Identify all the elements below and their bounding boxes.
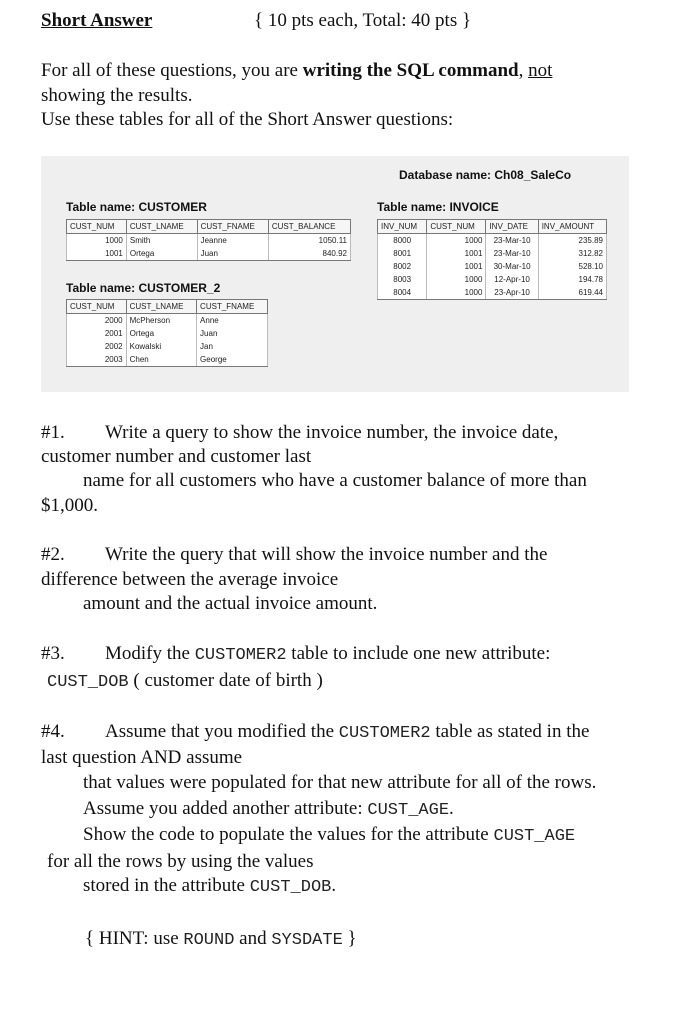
question-1-line-1: Write a query to show the invoice number, the invoice date, bbox=[105, 422, 559, 443]
customer-table bbox=[66, 219, 351, 261]
question-2-line-2: difference between the average invoice bbox=[41, 569, 339, 590]
question-1-number: #1. bbox=[41, 422, 65, 443]
question-4-line-4: Assume you added another attribute: CUST_AGE. bbox=[83, 798, 454, 820]
question-1-line-4: $1,000. bbox=[41, 495, 98, 516]
column-header: INV_DATE bbox=[486, 220, 538, 234]
hint: { HINT: use ROUND and SYSDATE } bbox=[85, 928, 357, 950]
section-title: Short Answer bbox=[41, 10, 153, 31]
table-row: 8003 1000 12-Apr-10 194.78 bbox=[378, 273, 607, 286]
question-3-line-1: Modify the CUSTOMER2 table to include one new attribute: bbox=[105, 643, 551, 665]
column-header: CUST_FNAME bbox=[197, 300, 268, 314]
table-row: 2000 McPherson Anne bbox=[67, 314, 268, 328]
column-header: CUST_NUM bbox=[67, 300, 127, 314]
question-4-line-1: Assume that you modified the CUSTOMER2 table as stated in the bbox=[105, 721, 590, 743]
invoice-table bbox=[377, 219, 607, 300]
question-2-number: #2. bbox=[41, 544, 65, 565]
question-1-line-2: customer number and customer last bbox=[41, 446, 312, 467]
question-3-line-2: CUST_DOB ( customer date of birth ) bbox=[47, 670, 323, 692]
table-row: 2001 Ortega Juan bbox=[67, 327, 268, 340]
column-header: CUST_LNAME bbox=[126, 220, 197, 234]
question-4-line-3: that values were populated for that new attribute for all of the rows. bbox=[83, 772, 597, 793]
column-header: CUST_NUM bbox=[427, 220, 486, 234]
table-row: 8002 1001 30-Mar-10 528.10 bbox=[378, 260, 607, 273]
question-2-line-3: amount and the actual invoice amount. bbox=[83, 593, 378, 614]
question-4-number: #4. bbox=[41, 721, 65, 742]
table-row: 8000 1000 23-Mar-10 235.89 bbox=[378, 234, 607, 248]
column-header: CUST_NUM bbox=[67, 220, 127, 234]
question-3-number: #3. bbox=[41, 643, 65, 664]
question-1-line-3: name for all customers who have a customer balance of more than bbox=[83, 470, 587, 491]
table-row: 2003 Chen George bbox=[67, 353, 268, 367]
column-header: INV_NUM bbox=[378, 220, 427, 234]
database-figure bbox=[41, 156, 629, 392]
database-name: Database name: Ch08_SaleCo bbox=[399, 168, 572, 182]
customer2-table-title: Table name: CUSTOMER_2 bbox=[66, 281, 221, 295]
question-4-line-6: for all the rows by using the values bbox=[47, 851, 314, 872]
column-header: CUST_LNAME bbox=[126, 300, 196, 314]
intro-line-1: For all of these questions, you are writing the SQL command, not bbox=[41, 60, 553, 81]
question-4-line-7: stored in the attribute CUST_DOB. bbox=[83, 875, 337, 897]
column-header: INV_AMOUNT bbox=[538, 220, 606, 234]
question-4-line-5: Show the code to populate the values for the attribute CUST_AGE bbox=[83, 824, 576, 846]
table-row: 2002 Kowalski Jan bbox=[67, 340, 268, 353]
table-row: 8001 1001 23-Mar-10 312.82 bbox=[378, 247, 607, 260]
column-header: CUST_FNAME bbox=[197, 220, 268, 234]
table-row: 8004 1000 23-Apr-10 619.44 bbox=[378, 286, 607, 300]
question-4-line-2: last question AND assume bbox=[41, 747, 243, 768]
intro-line-3: Use these tables for all of the Short Answer questions: bbox=[41, 109, 454, 130]
table-row: 1001 Ortega Juan 840.92 bbox=[67, 247, 351, 261]
table-row: 1000 Smith Jeanne 1050.11 bbox=[67, 234, 351, 248]
customer-table-title: Table name: CUSTOMER bbox=[66, 200, 207, 214]
invoice-table-title: Table name: INVOICE bbox=[377, 200, 499, 214]
customer2-table bbox=[66, 299, 268, 367]
intro-line-2: showing the results. bbox=[41, 85, 193, 106]
question-2-line-1: Write the query that will show the invoice number and the bbox=[105, 544, 548, 565]
points-note: { 10 pts each, Total: 40 pts } bbox=[254, 10, 472, 31]
column-header: CUST_BALANCE bbox=[268, 220, 350, 234]
